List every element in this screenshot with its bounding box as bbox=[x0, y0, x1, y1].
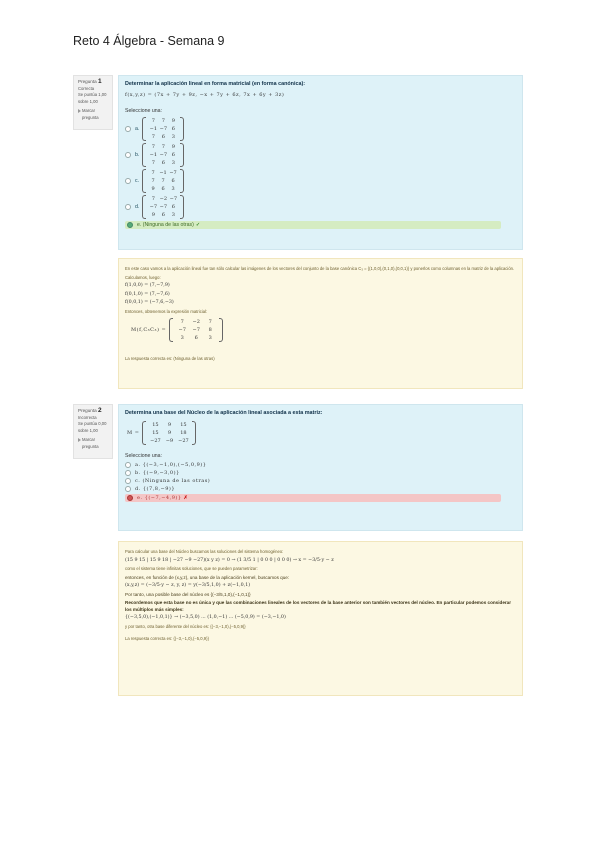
flag-question-link[interactable] bbox=[78, 108, 110, 121]
question-1-box bbox=[118, 75, 523, 250]
matrix-cell: 15 bbox=[180, 422, 187, 428]
question-score: Se puntúa 0,00 sobre 1,00 bbox=[78, 421, 107, 433]
select-label: Seleccione una: bbox=[125, 108, 162, 114]
feedback-line-7: y por tanto, otra base diferente del núcleo es: {(−3,−1,0),(−5,0,9)} bbox=[125, 623, 246, 629]
radio-button[interactable] bbox=[125, 470, 131, 476]
feedback-sub: Calculamos, luego: bbox=[125, 274, 161, 280]
question-number: 1 bbox=[97, 78, 102, 85]
matrix-cell: 3 bbox=[208, 335, 212, 341]
question-2-matrix bbox=[142, 421, 196, 445]
matrix-cell: −27 bbox=[150, 438, 161, 444]
cross-icon: ✗ bbox=[183, 495, 188, 501]
matrix-cell: 6 bbox=[171, 178, 175, 184]
matrix-cell: 7 bbox=[151, 160, 155, 166]
radio-selected[interactable] bbox=[127, 495, 133, 501]
matrix-cell: 7 bbox=[161, 118, 165, 124]
feedback-system: (15 9 15 | 15 9 18 | −27 −9 −27)(x y z) = 0 → (1 3/5 1 | 0 0 0 | 0 0 0) → x = −3/5·y − z bbox=[125, 557, 334, 563]
radio-selected[interactable] bbox=[127, 222, 133, 228]
matrix-cell: −27 bbox=[178, 438, 189, 444]
question-2-info bbox=[73, 404, 113, 459]
option-label: a. {(−3,−1,0),(−5,0,9)} bbox=[135, 462, 207, 468]
option-a[interactable] bbox=[125, 117, 516, 141]
radio-button[interactable] bbox=[125, 478, 131, 484]
flag-icon bbox=[78, 109, 81, 113]
option-letter: c. bbox=[135, 178, 140, 184]
matrix-cell: 9 bbox=[171, 118, 175, 124]
question-status: Incorrecta bbox=[78, 414, 97, 420]
feedback-eq-3: f(0,0,1) = (−7,6,−3) bbox=[125, 300, 174, 305]
flag-label: Marcar pregunta bbox=[82, 108, 99, 120]
check-icon: ✓ bbox=[195, 222, 201, 228]
radio-button[interactable] bbox=[125, 178, 131, 184]
flag-question-link[interactable] bbox=[78, 437, 110, 450]
option-d[interactable] bbox=[125, 486, 516, 492]
option-letter: d. bbox=[135, 204, 140, 210]
radio-button[interactable] bbox=[125, 486, 131, 492]
matrix-cell: 15 bbox=[152, 430, 159, 436]
matrix-cell: 3 bbox=[180, 335, 184, 341]
option-c[interactable] bbox=[125, 478, 516, 484]
feedback-line-6: {(−3,5,0),(−1,0,1)} → (−3,5,0) ... (1,0,−1) ... (−5,0,9) = (−3,−1,0) bbox=[125, 615, 286, 620]
feedback-line-4: Por tanto, una posible base del núcleo es {(−3/5,1,0),(−1,0,1)} bbox=[125, 591, 251, 597]
option-label: b. {(−9,−3,0)} bbox=[135, 470, 180, 476]
matrix-cell: 6 bbox=[194, 335, 198, 341]
matrix-cell: 6 bbox=[171, 152, 175, 158]
matrix-cell: 6 bbox=[171, 204, 175, 210]
select-label: Seleccione una: bbox=[125, 453, 162, 459]
feedback-matrix bbox=[169, 318, 223, 342]
matrix-cell: 7 bbox=[161, 144, 165, 150]
question-1-formula: f(x,y,z) = (7x + 7y + 9z, −x + 7y + 6z, 7x + 6y + 3z) bbox=[125, 92, 285, 98]
matrix-cell: 9 bbox=[151, 186, 155, 192]
matrix-cell: −2 bbox=[159, 196, 168, 202]
option-label: c. (Ninguna de las otras) bbox=[135, 478, 211, 484]
matrix-cell: 18 bbox=[180, 430, 187, 436]
question-score: Se puntúa 1,00 sobre 1,00 bbox=[78, 92, 107, 104]
matrix-cell: 7 bbox=[151, 134, 155, 140]
option-e-wrong[interactable] bbox=[125, 494, 501, 502]
option-d[interactable] bbox=[125, 195, 516, 219]
feedback-answer: La respuesta correcta es: {(−3,−1,0),(−5,0,9)} bbox=[125, 636, 209, 641]
matrix-cell: 3 bbox=[171, 212, 175, 218]
question-number: 2 bbox=[97, 407, 102, 414]
matrix-cell: −1 bbox=[149, 152, 158, 158]
question-2-box bbox=[118, 404, 523, 531]
matrix-cell: 7 bbox=[161, 178, 165, 184]
question-status: Correcta bbox=[78, 85, 95, 91]
radio-button[interactable] bbox=[125, 462, 131, 468]
option-matrix bbox=[142, 143, 184, 167]
matrix-cell: −7 bbox=[159, 152, 168, 158]
option-e-label: e. {(−7,−4,9)} bbox=[137, 495, 182, 501]
option-e-label: e. (Ninguna de las otras) bbox=[137, 222, 194, 228]
radio-button[interactable] bbox=[125, 204, 131, 210]
matrix-cell: −7 bbox=[159, 204, 168, 210]
matrix-cell: −7 bbox=[169, 196, 178, 202]
page-title: Reto 4 Álgebra - Semana 9 bbox=[73, 34, 225, 48]
question-label: Pregunta bbox=[78, 79, 97, 84]
matrix-cell: 7 bbox=[151, 144, 155, 150]
feedback-intro: Para calcular una base del Núcleo buscamos las soluciones del sistema homogéneo: bbox=[125, 549, 284, 554]
matrix-cell: 6 bbox=[171, 126, 175, 132]
matrix-cell: 6 bbox=[161, 186, 165, 192]
question-label: Pregunta bbox=[78, 408, 97, 413]
matrix-cell: 9 bbox=[167, 430, 171, 436]
matrix-cell: 7 bbox=[208, 319, 212, 325]
flag-icon bbox=[78, 438, 81, 442]
matrix-cell: −7 bbox=[159, 126, 168, 132]
matrix-cell: 7 bbox=[151, 196, 155, 202]
matrix-cell: −2 bbox=[192, 319, 200, 325]
radio-button[interactable] bbox=[125, 152, 131, 158]
matrix-cell: −1 bbox=[149, 126, 158, 132]
matrix-cell: 6 bbox=[161, 134, 165, 140]
matrix-cell: 7 bbox=[151, 170, 155, 176]
question-1-prompt: Determinar la aplicación lineal en forma matricial (en forma canónica): bbox=[125, 81, 306, 87]
option-a[interactable] bbox=[125, 462, 516, 468]
option-e-correct[interactable] bbox=[125, 221, 501, 229]
option-letter: b. bbox=[135, 152, 140, 158]
matrix-cell: −7 bbox=[178, 327, 186, 333]
matrix-cell: 15 bbox=[152, 422, 159, 428]
matrix-cell: 3 bbox=[171, 160, 175, 166]
matrix-cell: 3 bbox=[171, 186, 175, 192]
feedback-note: como el sistema tiene infinitas soluciones, que se pueden parametrizar: bbox=[125, 566, 258, 571]
option-matrix bbox=[142, 195, 184, 219]
matrix-cell: 6 bbox=[161, 160, 165, 166]
matrix-cell: 6 bbox=[161, 212, 165, 218]
matrix-cell: 9 bbox=[171, 144, 175, 150]
option-b[interactable] bbox=[125, 470, 516, 476]
feedback-line-3: (x,y,z) = (−3/5·y − z, y, z) = y(−3/5,1,0) + z(−1,0,1) bbox=[125, 583, 251, 588]
option-b[interactable] bbox=[125, 143, 516, 167]
matrix-cell: 9 bbox=[167, 422, 171, 428]
feedback-answer: La respuesta correcta es: (Ninguna de las otras) bbox=[125, 356, 215, 361]
matrix-cell: 8 bbox=[208, 327, 212, 333]
feedback-matrix-prefix: M(f,C₃C₃) = bbox=[131, 327, 167, 333]
option-letter: a. bbox=[135, 126, 140, 132]
matrix-cell: −9 bbox=[165, 438, 174, 444]
option-c[interactable] bbox=[125, 169, 516, 193]
feedback-eq-1: f(1,0,0) = (7,−7,9) bbox=[125, 283, 170, 288]
feedback-line-2: entonces, en función de (x,y,z), una base de la aplicación kernel, buscamos que: bbox=[125, 574, 290, 580]
feedback-intro: En este caso vamos a la aplicación lineal fue tan sólo calcular las imágenes de los vectores del conjunto de la base canónica C₃ = {(1,0,0),(0,1,0),(0,0,1)} y ponerlos como columnas en la matriz de la aplicación. bbox=[125, 266, 515, 271]
feedback-matrix-label: Entonces, obtenemos la expresión matricial: bbox=[125, 308, 208, 314]
matrix-cell: −7 bbox=[149, 204, 158, 210]
radio-button[interactable] bbox=[125, 126, 131, 132]
matrix-cell: 3 bbox=[171, 134, 175, 140]
matrix-cell: 9 bbox=[151, 212, 155, 218]
matrix-cell: 7 bbox=[151, 178, 155, 184]
question-1-feedback bbox=[118, 258, 523, 389]
question-2-prompt: Determina una base del Núcleo de la aplicación lineal asociada a esta matriz: bbox=[125, 410, 323, 416]
option-label: d. {(7,8,−9)} bbox=[135, 486, 176, 492]
matrix-cell: 7 bbox=[151, 118, 155, 124]
matrix-prefix: M = bbox=[127, 430, 140, 436]
matrix-cell: 7 bbox=[180, 319, 184, 325]
option-matrix bbox=[142, 169, 184, 193]
flag-label: Marcar pregunta bbox=[82, 437, 99, 449]
option-matrix bbox=[142, 117, 184, 141]
feedback-eq-2: f(0,1,0) = (7,−7,6) bbox=[125, 291, 170, 297]
question-2-feedback bbox=[118, 541, 523, 696]
matrix-cell: −1 bbox=[159, 170, 167, 176]
question-1-info bbox=[73, 75, 113, 130]
matrix-cell: −7 bbox=[169, 170, 177, 176]
feedback-line-5: Recordemos que esta base no es única y que las combinaciones lineales de los vectores de la base anterior son también vectores del núcleo. En particular podemos considerar los múltiplos más simples: bbox=[125, 600, 512, 612]
matrix-cell: −7 bbox=[192, 327, 200, 333]
